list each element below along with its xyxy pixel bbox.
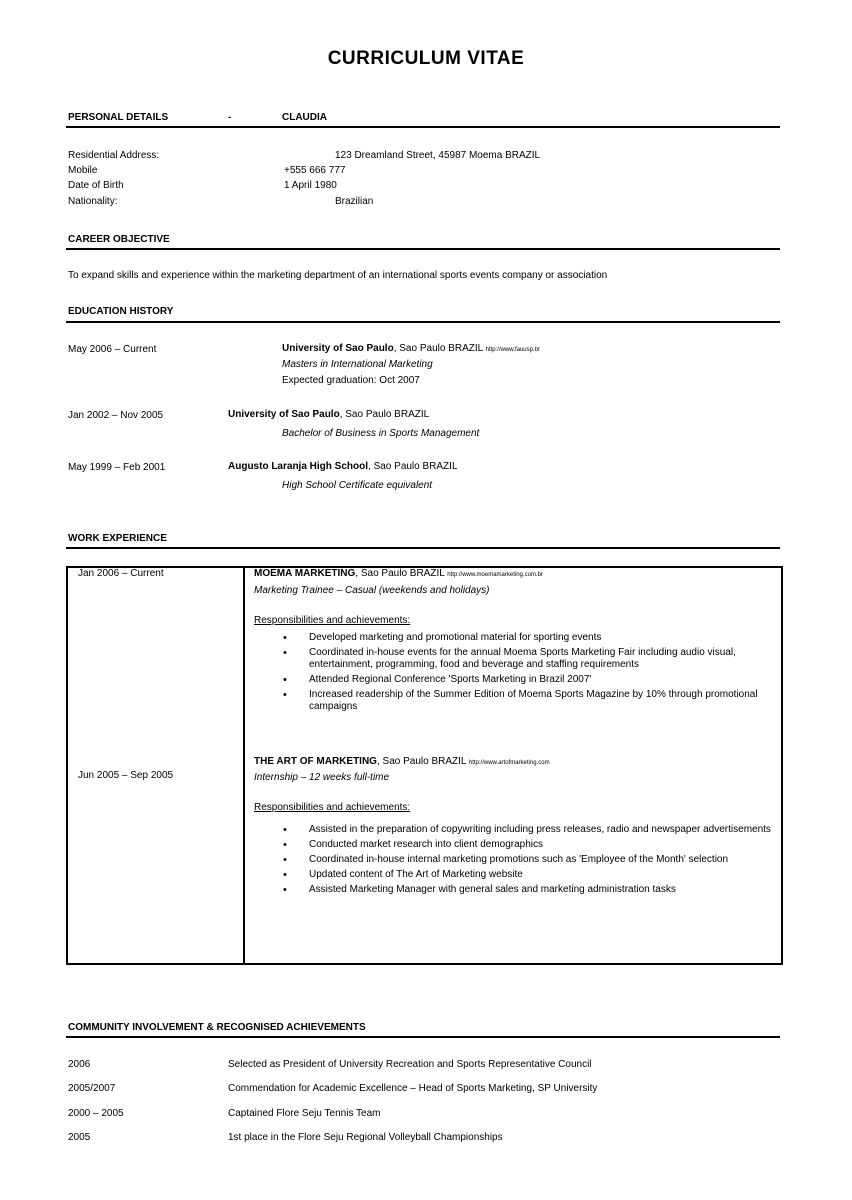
work-table-divider bbox=[243, 566, 245, 965]
resp-list bbox=[283, 824, 778, 899]
edu-school: University of Sao Paulo bbox=[282, 343, 394, 354]
resp-item: • Conducted market research into client demographics bbox=[283, 839, 778, 851]
address-label: Residential Address: bbox=[68, 150, 160, 161]
job-role: Marketing Trainee – Casual (weekends and holidays) bbox=[254, 585, 490, 596]
edu-date: May 2006 – Current bbox=[68, 344, 157, 355]
section-rule bbox=[66, 547, 780, 549]
document-title: CURRICULUM VITAE bbox=[327, 48, 525, 69]
section-rule bbox=[66, 248, 780, 250]
resp-list bbox=[283, 632, 778, 716]
edu-url[interactable]: http://www.fauusp.br bbox=[485, 347, 540, 353]
edu-date: Jan 2002 – Nov 2005 bbox=[68, 410, 164, 421]
resp-item: • Increased readership of the Summer Edition of Moema Sports Magazine by 10% through promotional campaigns bbox=[283, 689, 778, 713]
section-rule bbox=[66, 1036, 780, 1038]
address-value: 123 Dreamland Street, 45987 Moema BRAZIL bbox=[335, 150, 541, 161]
mobile-value: +555 666 777 bbox=[284, 165, 346, 176]
personal-details-heading: PERSONAL DETAILS bbox=[68, 112, 169, 123]
resp-item: • Updated content of The Art of Marketing website bbox=[283, 869, 778, 881]
work-experience-heading: WORK EXPERIENCE bbox=[68, 533, 167, 544]
edu-detail: High School Certificate equivalent bbox=[282, 480, 433, 491]
resp-heading: Responsibilities and achievements: bbox=[254, 802, 411, 813]
resp-item: • Attended Regional Conference 'Sports Marketing in Brazil 2007' bbox=[283, 674, 778, 686]
job-date: Jan 2006 – Current bbox=[78, 568, 164, 579]
community-heading: COMMUNITY INVOLVEMENT & RECOGNISED ACHIEVEMENTS bbox=[68, 1022, 366, 1033]
edu-location: , Sao Paulo BRAZIL bbox=[339, 409, 430, 420]
job-company: THE ART OF MARKETING bbox=[254, 756, 377, 767]
job-url[interactable]: http://www.artofmarketing.com bbox=[468, 760, 550, 766]
community-year: 2005 bbox=[68, 1132, 91, 1143]
community-text: Captained Flore Seju Tennis Team bbox=[228, 1108, 381, 1119]
edu-entry bbox=[228, 409, 429, 420]
community-year: 2006 bbox=[68, 1059, 91, 1070]
dob-value: 1 April 1980 bbox=[284, 180, 337, 191]
job-header bbox=[254, 568, 543, 579]
job-header bbox=[254, 756, 550, 767]
job-location: , Sao Paulo BRAZIL bbox=[355, 568, 445, 579]
edu-location: , Sao Paulo BRAZIL bbox=[393, 343, 483, 354]
education-heading: EDUCATION HISTORY bbox=[68, 306, 174, 317]
section-rule bbox=[66, 126, 780, 128]
job-url[interactable]: http://www.moemamarketing.com.br bbox=[447, 572, 543, 578]
resp-item: • Coordinated in-house events for the annual Moema Sports Marketing Fair including audio visual, entertainment, programming, food and beverage and staffing requirements bbox=[283, 647, 778, 671]
nationality-value: Brazilian bbox=[335, 196, 374, 207]
nationality-label: Nationality: bbox=[68, 196, 118, 207]
job-location: , Sao Paulo BRAZIL bbox=[376, 756, 467, 767]
edu-extra: Expected graduation: Oct 2007 bbox=[282, 375, 420, 386]
community-text: 1st place in the Flore Seju Regional Volleyball Championships bbox=[228, 1132, 503, 1143]
career-objective-heading: CAREER OBJECTIVE bbox=[68, 234, 170, 245]
edu-location: , Sao Paulo BRAZIL bbox=[368, 461, 458, 472]
community-text: Selected as President of University Recreation and Sports Representative Council bbox=[228, 1059, 592, 1070]
community-text: Commendation for Academic Excellence – Head of Sports Marketing, SP University bbox=[228, 1083, 598, 1094]
personal-name: CLAUDIA bbox=[282, 112, 327, 123]
job-role: Internship – 12 weeks full-time bbox=[254, 772, 390, 783]
job-date: Jun 2005 – Sep 2005 bbox=[78, 770, 174, 781]
edu-date: May 1999 – Feb 2001 bbox=[68, 462, 166, 473]
section-rule bbox=[66, 321, 780, 323]
community-year: 2005/2007 bbox=[68, 1083, 116, 1094]
edu-entry bbox=[282, 343, 540, 354]
resp-item: • Developed marketing and promotional material for sporting events bbox=[283, 632, 778, 644]
resp-item: • Assisted Marketing Manager with general sales and marketing administration tasks bbox=[283, 884, 778, 896]
resp-item: • Coordinated in-house internal marketing promotions such as 'Employee of the Month' selection bbox=[283, 854, 778, 866]
dob-label: Date of Birth bbox=[68, 180, 124, 191]
community-year: 2000 – 2005 bbox=[68, 1108, 124, 1119]
edu-school: Augusto Laranja High School bbox=[228, 461, 369, 472]
job-company: MOEMA MARKETING bbox=[254, 568, 356, 579]
resp-heading: Responsibilities and achievements: bbox=[254, 615, 411, 626]
mobile-label: Mobile bbox=[68, 165, 98, 176]
career-objective-text: To expand skills and experience within the marketing department of an international sports events company or association bbox=[68, 270, 608, 281]
personal-details-dash: - bbox=[228, 112, 232, 123]
edu-school: University of Sao Paulo bbox=[228, 409, 340, 420]
resp-item: • Assisted in the preparation of copywriting including press releases, radio and newspaper advertisements bbox=[283, 824, 778, 836]
edu-detail: Bachelor of Business in Sports Management bbox=[282, 428, 480, 439]
edu-entry bbox=[228, 461, 458, 472]
edu-detail: Masters in International Marketing bbox=[282, 359, 433, 370]
